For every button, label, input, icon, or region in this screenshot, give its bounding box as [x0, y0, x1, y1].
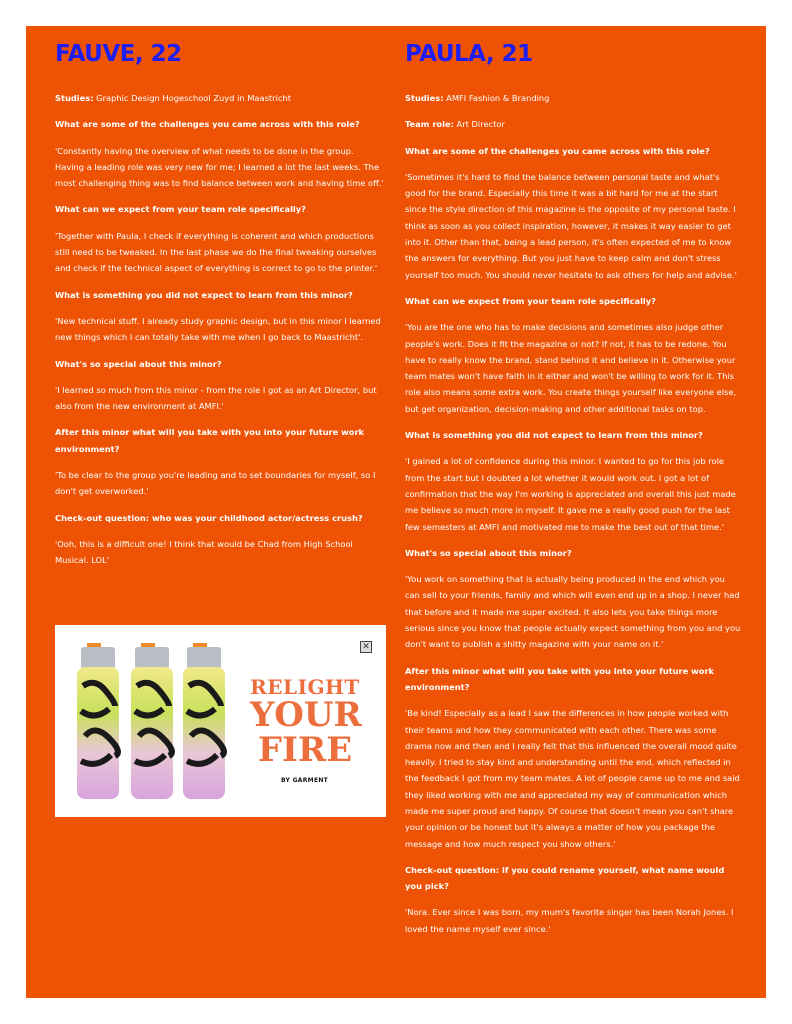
question: Check-out question: if you could rename yourself, what name would you pick? [405, 864, 725, 892]
answer: 'Together with Paula, I check if everything is coherent and which productions still need to be tweaked. In the last phase we do the final tweaking ourselves and check if the technical aspect of everything is correct to go to the printer.' [55, 230, 378, 274]
team-role-label: Team role: [405, 119, 454, 130]
question: After this minor what will you take with you into your future work environment? [55, 427, 365, 454]
ad-headline-line2: YOUR [250, 695, 362, 735]
magazine-page [26, 26, 766, 998]
ad-headline-line1: RELIGHT [250, 675, 360, 699]
answer: 'You work on something that is actually being produced in the end which you can sell to your friends, family and which will even end up in a shop. I never had that before and it made me super excited. It also lets you take things more serious since you know that people actually expect something from you and you don't want to publish a shitty magazine with your name on it.' [405, 574, 741, 650]
question: What is something you did not expect to learn from this minor? [405, 430, 703, 441]
answer: 'Ooh, this is a difficult one! I think that would be Chad from High School Musical. LOL' [55, 538, 353, 566]
answer: 'I learned so much from this minor - from the role I got as an Art Director, but also from the new environment at AMFI.' [55, 384, 377, 412]
paula-column [405, 40, 741, 947]
question: What's so special about this minor? [405, 547, 572, 558]
fauve-heading: FAUVE, 22 [55, 41, 182, 67]
studies-label: Studies: [55, 93, 94, 103]
team-role-value: Art Director [456, 119, 505, 130]
ad-headline [250, 675, 362, 770]
question: Check-out question: who was your childhood actor/actress crush? [55, 512, 363, 523]
answer: 'To be clear to the group you're leading and to set boundaries for myself, so I don't get overworked.' [55, 470, 376, 497]
fauve-column [55, 40, 385, 579]
fauve-studies [55, 90, 385, 106]
paula-studies [405, 90, 741, 106]
lighter-image [179, 641, 229, 801]
question: What is something you did not expect to learn from this minor? [55, 289, 353, 300]
answer: 'Sometimes it's hard to find the balance between personal taste and what's good for the brand. Especially this time it was a bit hard for me at the start since the style direction of this magazine is the opposite of my personal taste. I think as soon as you collect inspiration, however, it makes it way easier to get into it. Other than that, being a lead person, it's often expected of me to know the answers for everything. But you just have to keep calm and don't stress yourself too much. You should never hesitate to ask others for help and advise.' [405, 171, 737, 280]
ad-brand: BY GARMENT [281, 777, 329, 784]
studies-value: AMFI Fashion & Branding [446, 93, 550, 103]
answer: 'New technical stuff. I already study graphic design, but in this minor I learned new things which I can totally take with me when I go back to Maastricht'. [55, 315, 381, 343]
lighter-image [73, 641, 123, 801]
close-icon[interactable]: ✕ [360, 641, 372, 653]
question: What's so special about this minor? [55, 358, 222, 369]
paula-team-role [405, 116, 741, 132]
ad-headline-line3: FIRE [257, 730, 353, 770]
studies-label: Studies: [405, 93, 444, 103]
question: What are some of the challenges you came across with this role? [405, 145, 710, 156]
answer: 'Constantly having the overview of what needs to be done in the group. Having a leading role was very new for me; I learned a lot the last weeks. The most challenging thing was to find balance between work and having time off.' [55, 145, 384, 189]
answer: 'I gained a lot of confidence during this minor. I wanted to go for this job role from the start but I doubted a lot whether it would work out. I got a lot of confirmation that the way I'm working is appreciated and overall this just made me believe so much more in myself. It gave me a really good push for the last few semesters at AMFI and motivated me to make the best out of that time.' [405, 456, 736, 532]
answer: 'Nora. Ever since I was born, my mum's favorite singer has been Norah Jones. I loved the name myself ever since.' [405, 907, 734, 934]
question: What can we expect from your team role specifically? [405, 295, 656, 306]
question: What are some of the challenges you came across with this role? [55, 119, 360, 130]
paula-heading: PAULA, 21 [405, 41, 533, 67]
lighter-image [127, 641, 177, 801]
lighter-advertisement[interactable] [55, 625, 386, 817]
answer: 'Be kind! Especially as a lead I saw the differences in how people worked with their teams and how they communicated with each other. There was some drama now and then and I really felt that this influenced the overall mood quite heavily. I tried to stay kind and understanding until the end, which reflected in the feedback I got from my team mates. A lot of people came up to me and said they liked working with me and appreciated my way of communication which made me super proud and happy. Of course that doesn't mean you can't share your opinion or be honest but it's always a matter of how you package the message and how much respect you show others.' [405, 708, 740, 849]
answer: 'You are the one who has to make decisions and sometimes also judge other people's work. Does it fit the magazine or not? If not, it has to be redone. You have to really know the brand, stand behind it and believe in it. Otherwise your team mates won't have faith in it either and won't be willing to work for it. This role also means some extra work. You create things yourself like everyone else, but get organization, decision-making and other additional tasks on top. [405, 322, 737, 414]
question: What can we expect from your team role specifically? [55, 204, 306, 215]
studies-value: Graphic Design Hogeschool Zuyd in Maastricht [96, 93, 291, 103]
question: After this minor what will you take with you into your future work environment? [405, 665, 715, 692]
